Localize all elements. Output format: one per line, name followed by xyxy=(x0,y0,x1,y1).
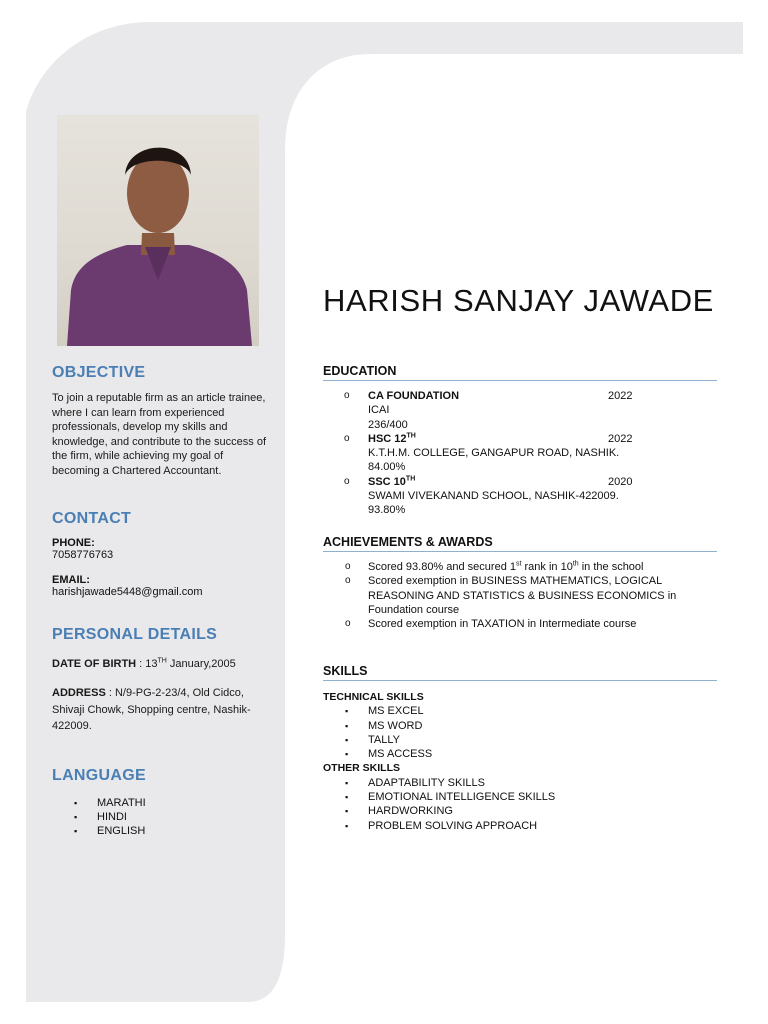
education-line: K.T.H.M. COLLEGE, GANGAPUR ROAD, NASHIK. xyxy=(368,447,620,460)
technical-skills-heading: TECHNICAL SKILLS xyxy=(323,691,424,703)
address-label: ADDRESS xyxy=(52,687,106,699)
education-line: SWAMI VIVEKANAND SCHOOL, NASHIK-422009. xyxy=(368,490,619,503)
language-item: ▪ MARATHI xyxy=(52,796,272,810)
skill-item: ▪ MS WORD xyxy=(323,719,723,733)
education-heading: EDUCATION xyxy=(323,364,717,381)
skill-item: ▪ ADAPTABILITY SKILLS xyxy=(323,776,723,790)
achievement-item: o Scored exemption in TAXATION in Intermediate course xyxy=(323,617,683,631)
personal-details-heading: PERSONAL DETAILS xyxy=(52,626,218,643)
education-title: CA FOUNDATION xyxy=(368,390,460,402)
dob-suffix: January,2005 xyxy=(166,658,236,670)
skill-item: ▪ TALLY xyxy=(323,733,723,747)
phone-label: PHONE: xyxy=(52,537,95,549)
education-year: 2020 xyxy=(608,475,633,488)
candidate-name: HARISH SANJAY JAWADE xyxy=(323,283,714,318)
skill-item: ▪ HARDWORKING xyxy=(323,804,723,818)
achievements-heading: ACHIEVEMENTS & AWARDS xyxy=(323,535,717,552)
language-heading: LANGUAGE xyxy=(52,767,146,784)
objective-heading: OBJECTIVE xyxy=(52,364,146,381)
email-label: EMAIL: xyxy=(52,574,90,586)
address-line xyxy=(52,685,272,735)
achievement-item: o Scored exemption in BUSINESS MATHEMATICS, LOGICAL REASONING AND STATISTICS & BUSINESS ECONOMICS in Foundation course xyxy=(323,574,683,617)
education-title: SSC 10 xyxy=(368,475,406,488)
education-title-sup: TH xyxy=(406,432,416,440)
dob-label: DATE OF BIRTH xyxy=(52,658,137,670)
language-list xyxy=(52,796,272,838)
language-item: ▪ HINDI xyxy=(52,810,272,824)
education-item: o SSC 10TH 2020 SWAMI VIVEKANAND SCHOOL, NASHIK-422009. 93.80% xyxy=(323,475,723,518)
address-value: : N/9-PG-2-23/4, Old Cidco, Shivaji Chowk, Shopping centre, Nashik-422009. xyxy=(52,687,251,732)
education-item: o HSC 12TH 2022 K.T.H.M. COLLEGE, GANGAPUR ROAD, NASHIK. 84.00% xyxy=(323,432,723,475)
education-line: ICAI xyxy=(368,404,390,417)
education-line: 84.00% xyxy=(368,461,406,474)
profile-photo xyxy=(57,115,259,346)
email-value: harishjawade5448@gmail.com xyxy=(52,586,203,598)
education-list xyxy=(323,389,723,518)
skill-item: ▪ MS ACCESS xyxy=(323,747,723,761)
education-title-sup: TH xyxy=(405,475,416,483)
education-year: 2022 xyxy=(608,432,633,445)
other-skills-list xyxy=(323,776,723,833)
skill-item: ▪ MS EXCEL xyxy=(323,704,723,718)
education-year: 2022 xyxy=(608,390,633,402)
objective-text: To join a reputable firm as an article trainee, where I can learn from experienced professionals, develop my skills and knowledge, and contribute to the success of the firm, while achieving my goal of becoming a Chartered Accountant. xyxy=(52,392,267,477)
skill-item: ▪ PROBLEM SOLVING APPROACH xyxy=(323,819,723,833)
dob-line xyxy=(52,656,272,672)
skills-heading: SKILLS xyxy=(323,664,717,681)
achievements-list xyxy=(323,560,683,631)
education-line: 236/400 xyxy=(368,418,408,431)
education-item: o CA FOUNDATION 2022 ICAI 236/400 xyxy=(323,389,723,432)
skill-item: ▪ EMOTIONAL INTELLIGENCE SKILLS xyxy=(323,790,723,804)
contact-heading: CONTACT xyxy=(52,510,132,527)
other-skills-heading: OTHER SKILLS xyxy=(323,762,401,775)
education-title: HSC 12 xyxy=(368,432,407,445)
achievement-item: o Scored 93.80% and secured 1st rank in 10th in the school xyxy=(323,560,683,574)
education-line: 93.80% xyxy=(368,504,406,517)
dob-value: : 13 xyxy=(136,658,158,670)
technical-skills-list xyxy=(323,704,723,761)
phone-value: 7058776763 xyxy=(52,549,114,561)
language-item: ▪ ENGLISH xyxy=(52,824,272,838)
dob-sup: TH xyxy=(157,657,167,665)
